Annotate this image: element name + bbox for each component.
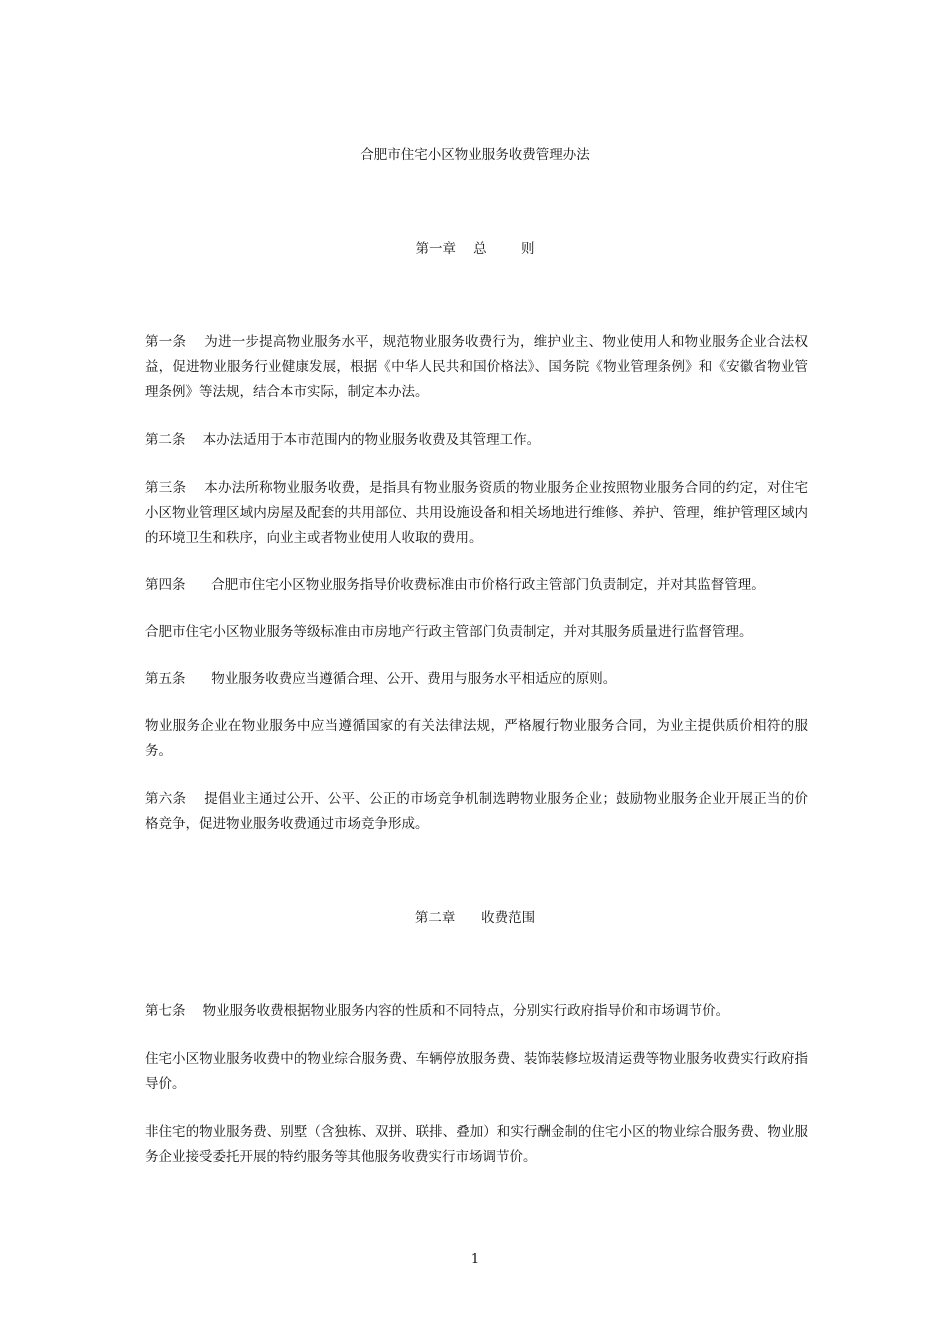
article-2: 第二条 本办法适用于本市范围内的物业服务收费及其管理工作。: [145, 432, 541, 448]
document-title: 合肥市住宅小区物业服务收费管理办法: [360, 147, 590, 163]
page-number: 1: [470, 1252, 480, 1267]
article-6: 第六条 提倡业主通过公开、公平、公正的市场竞争机制选聘物业服务企业；鼓励物业服务企业开展正当的价格竞争，促进物业服务收费通过市场竞争形成。: [145, 791, 808, 832]
article-4: 第四条 合肥市住宅小区物业服务指导价收费标准由市价格行政主管部门负责制定，并对其监督管理。: [145, 577, 765, 593]
article-5: 第五条 物业服务收费应当遵循合理、公开、费用与服务水平相适应的原则。: [145, 671, 617, 687]
article-7-paragraph-3: 非住宅的物业服务费、别墅（含独栋、双拼、联排、叠加）和实行酬金制的住宅小区的物业综合服务费、物业服务企业接受委托开展的特约服务等其他服务收费实行市场调节价。: [145, 1124, 808, 1165]
chapter-heading-2: 第二章 收费范围: [414, 910, 536, 926]
article-5-paragraph-2: 物业服务企业在物业服务中应当遵循国家的有关法律法规，严格履行物业服务合同，为业主提供质价相符的服务。: [145, 718, 808, 759]
article-1: 第一条 为进一步提高物业服务水平，规范物业服务收费行为，维护业主、物业使用人和物业服务企业合法权益，促进物业服务行业健康发展，根据《中华人民共和国价格法》、国务院《物业管理条例》和《安徽省物业管理条例》等法规，结合本市实际，制定本办法。: [145, 334, 808, 400]
article-4-paragraph-2: 合肥市住宅小区物业服务等级标准由市房地产行政主管部门负责制定，并对其服务质量进行监督管理。: [145, 624, 753, 640]
article-7-paragraph-2: 住宅小区物业服务收费中的物业综合服务费、车辆停放服务费、装饰装修垃圾清运费等物业服务收费实行政府指导价。: [145, 1051, 808, 1092]
chapter-heading-1: 第一章 总 则: [415, 241, 535, 257]
article-3: 第三条 本办法所称物业服务收费，是指具有物业服务资质的物业服务企业按照物业服务合同的约定，对住宅小区物业管理区域内房屋及配套的共用部位、共用设施设备和相关场地进行维修、养护、管理，维护管理区域内的环境卫生和秩序，向业主或者物业使用人收取的费用。: [145, 480, 808, 546]
article-7: 第七条 物业服务收费根据物业服务内容的性质和不同特点，分别实行政府指导价和市场调节价。: [145, 1003, 730, 1019]
